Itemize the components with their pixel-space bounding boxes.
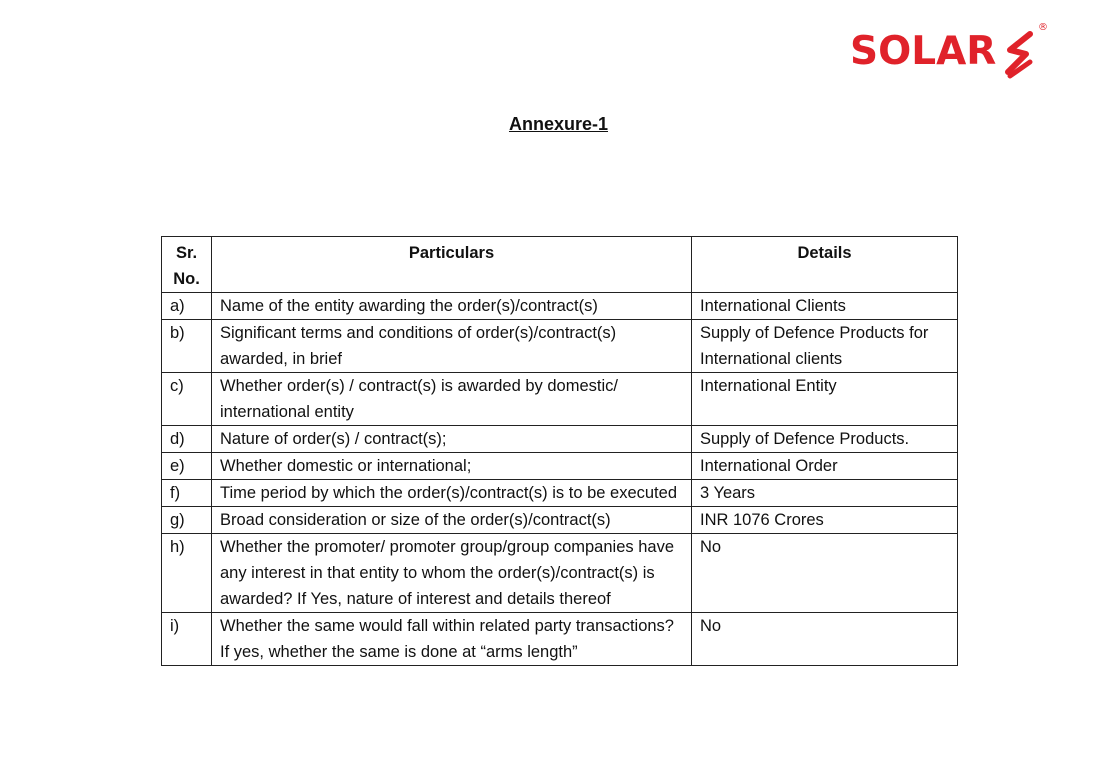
row-particulars: Time period by which the order(s)/contract(s) is to be executed [212, 480, 692, 507]
row-particulars: Name of the entity awarding the order(s)/contract(s) [212, 293, 692, 320]
row-sr: g) [162, 507, 212, 534]
table-row [162, 320, 958, 373]
row-sr: a) [162, 293, 212, 320]
logo-s-mark-icon [1000, 20, 1048, 82]
row-particulars: Whether the same would fall within related party transactions? If yes, whether the same is done at “arms length” [212, 613, 692, 666]
table-row [162, 293, 958, 320]
row-details: International Entity [692, 373, 958, 426]
table-row [162, 373, 958, 426]
row-details: 3 Years [692, 480, 958, 507]
row-details: International Order [692, 453, 958, 480]
table-row [162, 534, 958, 613]
table-row [162, 426, 958, 453]
row-sr: d) [162, 426, 212, 453]
row-details: No [692, 613, 958, 666]
row-sr: f) [162, 480, 212, 507]
row-particulars: Significant terms and conditions of order(s)/contract(s) awarded, in brief [212, 320, 692, 373]
row-particulars: Whether order(s) / contract(s) is awarded by domestic/ international entity [212, 373, 692, 426]
registered-mark: ® [1038, 22, 1048, 33]
row-sr: c) [162, 373, 212, 426]
row-particulars: Whether domestic or international; [212, 453, 692, 480]
row-details: Supply of Defence Products. [692, 426, 958, 453]
row-details: Supply of Defence Products for International clients [692, 320, 958, 373]
row-details: No [692, 534, 958, 613]
row-particulars: Broad consideration or size of the order(s)/contract(s) [212, 507, 692, 534]
annexure-table [161, 236, 958, 666]
row-sr: h) [162, 534, 212, 613]
row-particulars: Nature of order(s) / contract(s); [212, 426, 692, 453]
logo-wordmark: SOLAR [850, 29, 997, 74]
row-sr: e) [162, 453, 212, 480]
row-particulars: Whether the promoter/ promoter group/group companies have any interest in that entity to whom the order(s)/contract(s) is awarded? If Yes, nature of interest and details thereof [212, 534, 692, 613]
header-sr-no: Sr. No. [162, 237, 212, 293]
table-row [162, 613, 958, 666]
table-row [162, 453, 958, 480]
header-details: Details [692, 237, 958, 293]
row-sr: i) [162, 613, 212, 666]
header-particulars: Particulars [212, 237, 692, 293]
row-details: INR 1076 Crores [692, 507, 958, 534]
table-header-row [162, 237, 958, 293]
table-row [162, 507, 958, 534]
row-details: International Clients [692, 293, 958, 320]
row-sr: b) [162, 320, 212, 373]
page-title: Annexure-1 [508, 114, 609, 134]
table-row [162, 480, 958, 507]
